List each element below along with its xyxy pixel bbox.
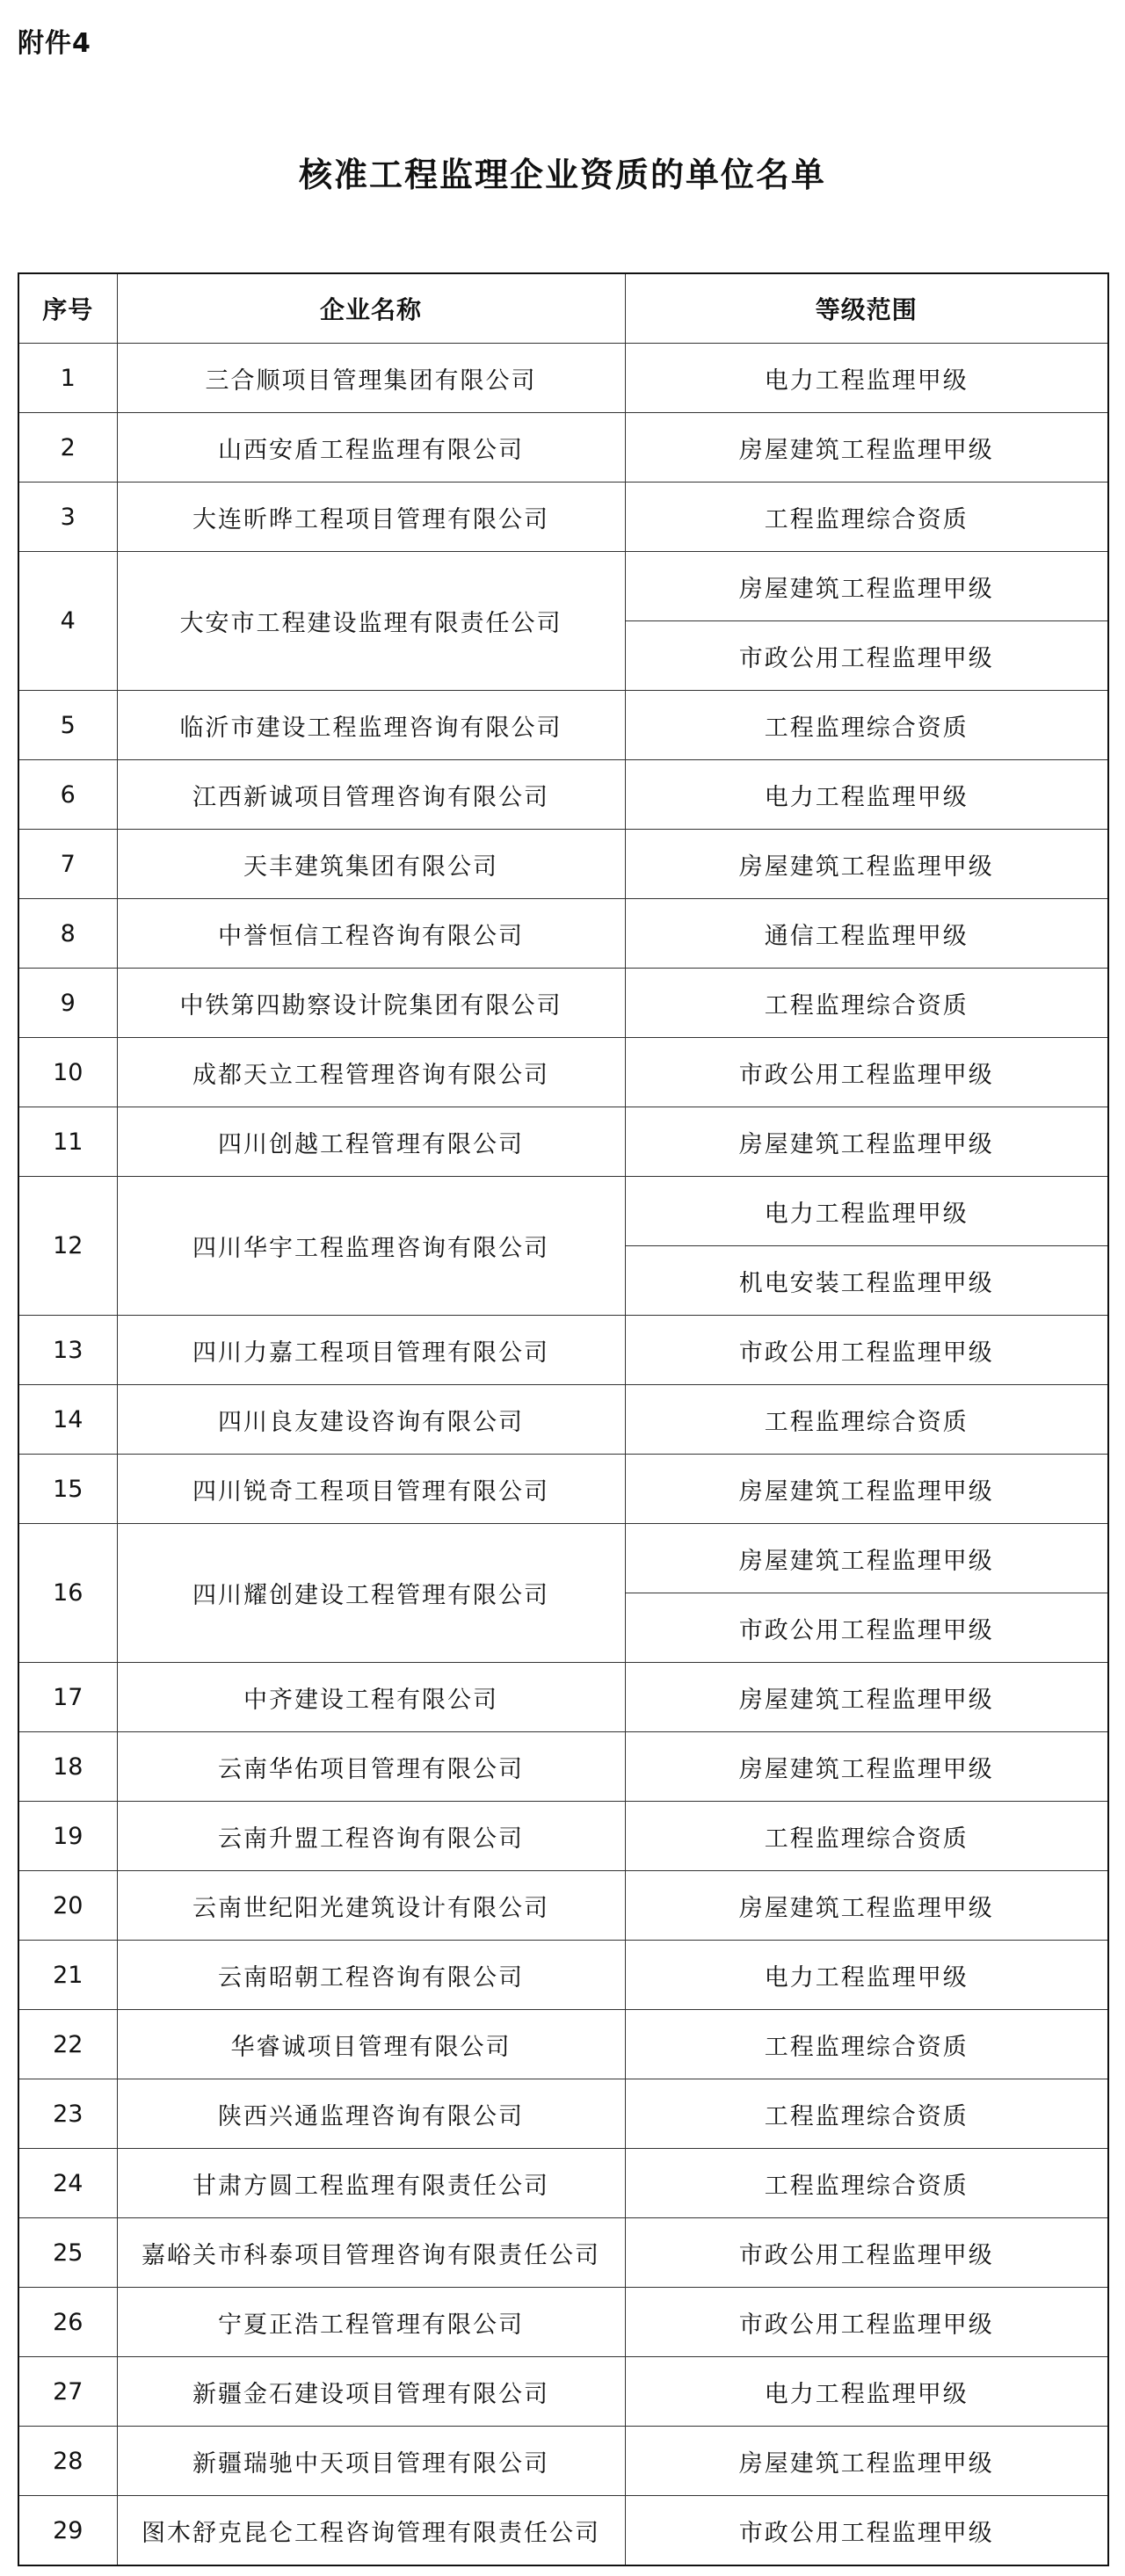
table-row [18, 2427, 1108, 2496]
table-row [18, 1802, 1108, 1871]
table-row [18, 2288, 1108, 2357]
enterprise-name-cell: 中铁第四勘察设计院集团有限公司 [117, 969, 625, 1038]
serial-number-cell: 8 [18, 899, 117, 969]
enterprise-name-cell: 成都天立工程管理咨询有限公司 [117, 1038, 625, 1107]
enterprise-name-cell: 大连昕晔工程项目管理有限公司 [117, 483, 625, 552]
serial-number-cell: 4 [18, 552, 117, 691]
enterprise-name-cell: 甘肃方圆工程监理有限责任公司 [117, 2149, 625, 2218]
table-row [18, 483, 1108, 552]
grade-scope-cell: 工程监理综合资质 [625, 691, 1108, 760]
table-row [18, 899, 1108, 969]
table-row [18, 1941, 1108, 2010]
grade-scope-cell: 工程监理综合资质 [625, 2079, 1108, 2149]
serial-number-cell: 16 [18, 1524, 117, 1663]
grade-scope-cell: 房屋建筑工程监理甲级 [625, 1455, 1108, 1524]
serial-number-cell: 17 [18, 1663, 117, 1732]
grade-scope-cell: 市政公用工程监理甲级 [625, 2496, 1108, 2566]
table-row [18, 2218, 1108, 2288]
enterprise-name-cell: 天丰建筑集团有限公司 [117, 830, 625, 899]
enterprise-name-cell: 四川锐奇工程项目管理有限公司 [117, 1455, 625, 1524]
table-row [18, 2496, 1108, 2566]
grade-scope-cell: 电力工程监理甲级 [625, 1941, 1108, 2010]
serial-number-cell: 1 [18, 344, 117, 413]
table-row [18, 760, 1108, 830]
grade-scope-cell: 工程监理综合资质 [625, 1385, 1108, 1455]
table-row [18, 1316, 1108, 1385]
grade-scope-cell: 通信工程监理甲级 [625, 899, 1108, 969]
table-row [18, 2010, 1108, 2079]
enterprise-name-cell: 三合顺项目管理集团有限公司 [117, 344, 625, 413]
table-row [18, 1177, 1108, 1246]
serial-number-cell: 2 [18, 413, 117, 483]
table-row [18, 552, 1108, 621]
enterprise-name-cell: 中齐建设工程有限公司 [117, 1663, 625, 1732]
grade-scope-cell: 房屋建筑工程监理甲级 [625, 1107, 1108, 1177]
enterprise-name-cell: 江西新诚项目管理咨询有限公司 [117, 760, 625, 830]
grade-scope-cell: 电力工程监理甲级 [625, 2357, 1108, 2427]
table-row [18, 413, 1108, 483]
enterprise-name-cell: 四川耀创建设工程管理有限公司 [117, 1524, 625, 1663]
table-row [18, 830, 1108, 899]
grade-scope-cell: 工程监理综合资质 [625, 969, 1108, 1038]
header-serial-number: 序号 [18, 273, 117, 344]
table-row [18, 1663, 1108, 1732]
table-row [18, 2149, 1108, 2218]
grade-scope-cell: 市政公用工程监理甲级 [625, 621, 1108, 691]
grade-scope-cell: 房屋建筑工程监理甲级 [625, 413, 1108, 483]
enterprise-name-cell: 中誉恒信工程咨询有限公司 [117, 899, 625, 969]
serial-number-cell: 5 [18, 691, 117, 760]
serial-number-cell: 20 [18, 1871, 117, 1941]
serial-number-cell: 3 [18, 483, 117, 552]
table-row [18, 1732, 1108, 1802]
table-row [18, 1038, 1108, 1107]
enterprise-name-cell: 嘉峪关市科泰项目管理咨询有限责任公司 [117, 2218, 625, 2288]
enterprise-name-cell: 临沂市建设工程监理咨询有限公司 [117, 691, 625, 760]
grade-scope-cell: 市政公用工程监理甲级 [625, 1038, 1108, 1107]
grade-scope-cell: 电力工程监理甲级 [625, 1177, 1108, 1246]
enterprise-name-cell: 四川良友建设咨询有限公司 [117, 1385, 625, 1455]
grade-scope-cell: 市政公用工程监理甲级 [625, 1316, 1108, 1385]
serial-number-cell: 7 [18, 830, 117, 899]
table-row [18, 969, 1108, 1038]
enterprise-qualification-table [18, 272, 1109, 2566]
table-row [18, 2357, 1108, 2427]
grade-scope-cell: 房屋建筑工程监理甲级 [625, 1663, 1108, 1732]
document-title: 核准工程监理企业资质的单位名单 [298, 156, 826, 194]
table-row [18, 1871, 1108, 1941]
serial-number-cell: 24 [18, 2149, 117, 2218]
serial-number-cell: 6 [18, 760, 117, 830]
serial-number-cell: 12 [18, 1177, 117, 1316]
grade-scope-cell: 市政公用工程监理甲级 [625, 2288, 1108, 2357]
enterprise-name-cell: 四川力嘉工程项目管理有限公司 [117, 1316, 625, 1385]
table-row [18, 1455, 1108, 1524]
table-row [18, 344, 1108, 413]
serial-number-cell: 21 [18, 1941, 117, 2010]
table-body [18, 344, 1108, 2566]
serial-number-cell: 18 [18, 1732, 117, 1802]
grade-scope-cell: 房屋建筑工程监理甲级 [625, 1524, 1108, 1593]
serial-number-cell: 13 [18, 1316, 117, 1385]
serial-number-cell: 27 [18, 2357, 117, 2427]
serial-number-cell: 15 [18, 1455, 117, 1524]
table-row [18, 691, 1108, 760]
serial-number-cell: 19 [18, 1802, 117, 1871]
serial-number-cell: 14 [18, 1385, 117, 1455]
enterprise-name-cell: 华睿诚项目管理有限公司 [117, 2010, 625, 2079]
table-row [18, 2079, 1108, 2149]
grade-scope-cell: 房屋建筑工程监理甲级 [625, 830, 1108, 899]
grade-scope-cell: 市政公用工程监理甲级 [625, 1593, 1108, 1663]
serial-number-cell: 28 [18, 2427, 117, 2496]
enterprise-name-cell: 宁夏正浩工程管理有限公司 [117, 2288, 625, 2357]
table-row [18, 1524, 1108, 1593]
serial-number-cell: 11 [18, 1107, 117, 1177]
grade-scope-cell: 工程监理综合资质 [625, 2149, 1108, 2218]
serial-number-cell: 29 [18, 2496, 117, 2566]
enterprise-name-cell: 山西安盾工程监理有限公司 [117, 413, 625, 483]
enterprise-name-cell: 云南华佑项目管理有限公司 [117, 1732, 625, 1802]
serial-number-cell: 9 [18, 969, 117, 1038]
enterprise-name-cell: 图木舒克昆仑工程咨询管理有限责任公司 [117, 2496, 625, 2566]
attachment-label: 附件4 [18, 28, 91, 59]
enterprise-name-cell: 大安市工程建设监理有限责任公司 [117, 552, 625, 691]
grade-scope-cell: 房屋建筑工程监理甲级 [625, 2427, 1108, 2496]
enterprise-name-cell: 四川创越工程管理有限公司 [117, 1107, 625, 1177]
grade-scope-cell: 电力工程监理甲级 [625, 760, 1108, 830]
enterprise-name-cell: 云南昭朝工程咨询有限公司 [117, 1941, 625, 2010]
grade-scope-cell: 工程监理综合资质 [625, 2010, 1108, 2079]
table-row [18, 1385, 1108, 1455]
grade-scope-cell: 房屋建筑工程监理甲级 [625, 552, 1108, 621]
enterprise-name-cell: 云南世纪阳光建筑设计有限公司 [117, 1871, 625, 1941]
grade-scope-cell: 房屋建筑工程监理甲级 [625, 1871, 1108, 1941]
table-header-row [18, 273, 1108, 344]
grade-scope-cell: 机电安装工程监理甲级 [625, 1246, 1108, 1316]
enterprise-name-cell: 新疆瑞驰中天项目管理有限公司 [117, 2427, 625, 2496]
grade-scope-cell: 工程监理综合资质 [625, 1802, 1108, 1871]
grade-scope-cell: 电力工程监理甲级 [625, 344, 1108, 413]
table-row [18, 1107, 1108, 1177]
serial-number-cell: 22 [18, 2010, 117, 2079]
serial-number-cell: 10 [18, 1038, 117, 1107]
enterprise-name-cell: 四川华宇工程监理咨询有限公司 [117, 1177, 625, 1316]
grade-scope-cell: 房屋建筑工程监理甲级 [625, 1732, 1108, 1802]
serial-number-cell: 26 [18, 2288, 117, 2357]
enterprise-name-cell: 新疆金石建设项目管理有限公司 [117, 2357, 625, 2427]
header-grade-scope: 等级范围 [625, 273, 1108, 344]
grade-scope-cell: 工程监理综合资质 [625, 483, 1108, 552]
enterprise-name-cell: 云南升盟工程咨询有限公司 [117, 1802, 625, 1871]
header-enterprise-name: 企业名称 [117, 273, 625, 344]
grade-scope-cell: 市政公用工程监理甲级 [625, 2218, 1108, 2288]
enterprise-name-cell: 陕西兴通监理咨询有限公司 [117, 2079, 625, 2149]
serial-number-cell: 23 [18, 2079, 117, 2149]
serial-number-cell: 25 [18, 2218, 117, 2288]
